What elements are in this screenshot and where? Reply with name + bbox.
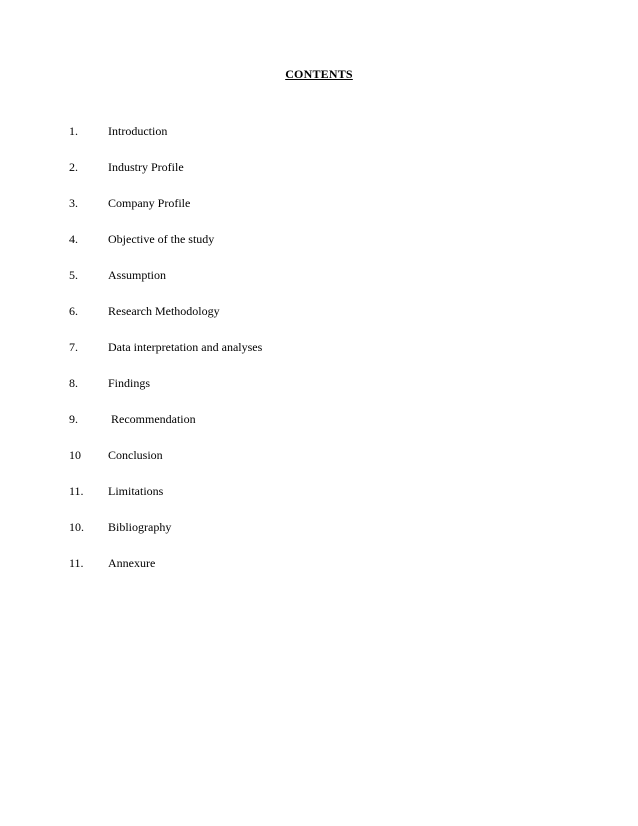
item-number: 11. bbox=[69, 556, 84, 570]
list-item bbox=[0, 121, 638, 157]
item-label: Data interpretation and analyses bbox=[108, 340, 263, 354]
item-number: 1. bbox=[69, 124, 78, 138]
list-item bbox=[0, 481, 638, 517]
item-label: Limitations bbox=[108, 484, 164, 498]
list-item bbox=[0, 301, 638, 337]
contents-list bbox=[0, 121, 638, 589]
item-number: 9. bbox=[69, 412, 78, 426]
item-number: 10 bbox=[69, 448, 81, 462]
item-number: 10. bbox=[69, 520, 84, 534]
list-item bbox=[0, 157, 638, 193]
item-number: 5. bbox=[69, 268, 78, 282]
item-number: 7. bbox=[69, 340, 78, 354]
item-number: 2. bbox=[69, 160, 78, 174]
item-label: Findings bbox=[108, 376, 151, 390]
list-item bbox=[0, 517, 638, 553]
item-label: Research Methodology bbox=[108, 304, 220, 318]
item-label: Objective of the study bbox=[108, 232, 215, 246]
list-item bbox=[0, 553, 638, 589]
item-label: Recommendation bbox=[108, 412, 196, 426]
item-number: 11. bbox=[69, 484, 84, 498]
item-number: 8. bbox=[69, 376, 78, 390]
item-label: Assumption bbox=[108, 268, 167, 282]
list-item bbox=[0, 373, 638, 409]
list-item bbox=[0, 409, 638, 445]
page-title: CONTENTS bbox=[285, 67, 353, 81]
item-number: 3. bbox=[69, 196, 78, 210]
list-item bbox=[0, 193, 638, 229]
item-label: Conclusion bbox=[108, 448, 163, 462]
list-item bbox=[0, 265, 638, 301]
list-item bbox=[0, 445, 638, 481]
item-number: 4. bbox=[69, 232, 78, 246]
item-number: 6. bbox=[69, 304, 78, 318]
item-label: Bibliography bbox=[108, 520, 172, 534]
item-label: Company Profile bbox=[108, 196, 191, 210]
list-item bbox=[0, 337, 638, 373]
item-label: Industry Profile bbox=[108, 160, 184, 174]
list-item bbox=[0, 229, 638, 265]
item-label: Annexure bbox=[108, 556, 156, 570]
item-label: Introduction bbox=[108, 124, 168, 138]
